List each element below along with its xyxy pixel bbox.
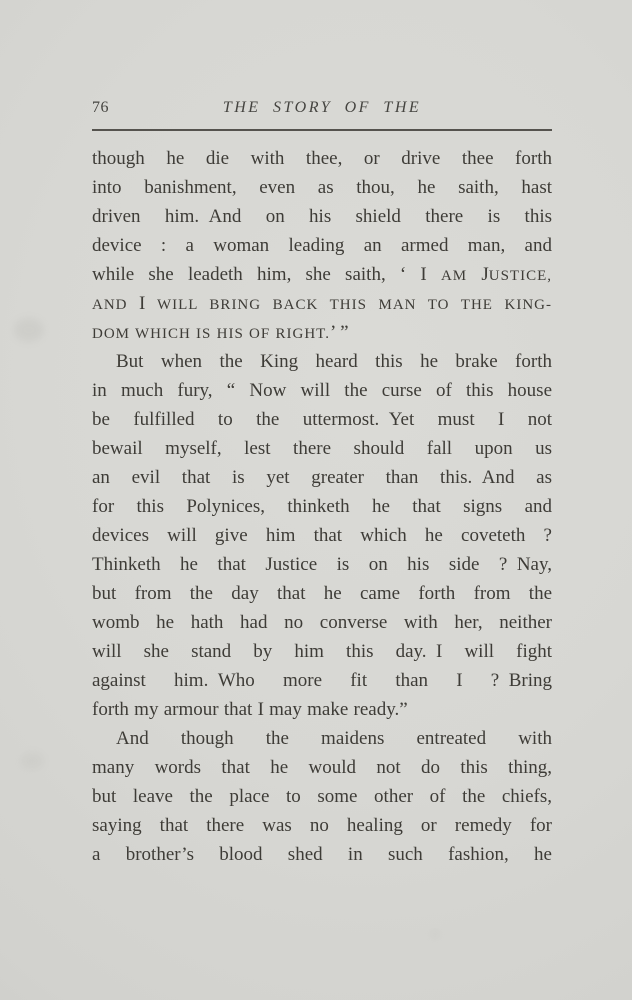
text-line	[92, 405, 552, 434]
text-line	[92, 347, 552, 376]
text-line	[92, 840, 552, 869]
text-segment: though he die with thee, or drive thee forth	[92, 147, 552, 169]
text-line	[92, 434, 552, 463]
text-segment: for this Polynices, thinketh he that signs and	[92, 495, 552, 517]
scan-smudge	[20, 752, 44, 770]
text-segment: a brother’s blood shed in such fashion, he	[92, 843, 552, 865]
text-line	[92, 318, 552, 347]
text-segment: saying that there was no healing or remedy for	[92, 814, 552, 836]
text-line	[92, 637, 552, 666]
text-segment: in much fury, “ Now will the curse of this house	[92, 379, 552, 401]
text-line	[92, 608, 552, 637]
scan-smudge	[430, 930, 440, 938]
text-segment: But when the King heard this he brake forth	[116, 350, 552, 372]
text-segment: J	[481, 263, 489, 285]
text-segment: but from the day that he came forth from the	[92, 582, 552, 604]
text-line	[92, 666, 552, 695]
text-line	[92, 579, 552, 608]
paragraph	[92, 347, 552, 724]
text-segment: into banishment, even as thou, he saith, hast	[92, 176, 552, 198]
page-number: 76	[92, 99, 109, 116]
small-caps-text: DOM WHICH IS HIS OF RIGHT.	[92, 325, 330, 342]
text-line	[92, 144, 552, 173]
text-line	[92, 782, 552, 811]
text-segment: ’ ”	[329, 321, 349, 343]
text-segment: Thinketh he that Justice is on his side ? Nay,	[92, 553, 552, 575]
header-rule	[92, 129, 552, 131]
text-segment: I	[127, 292, 157, 314]
small-caps-text: AND	[92, 296, 128, 313]
body-text	[92, 144, 552, 869]
paragraph	[92, 724, 552, 869]
text-column	[92, 0, 552, 869]
small-caps-text: USTICE,	[488, 267, 552, 284]
text-segment: while she leadeth him, she saith, ‘ I	[92, 263, 441, 285]
text-line	[92, 521, 552, 550]
text-line	[92, 753, 552, 782]
text-line	[92, 695, 552, 724]
text-segment: forth my armour that I may make ready.”	[92, 698, 408, 720]
text-segment: an evil that is yet greater than this. And as	[92, 466, 552, 488]
running-head: THE STORY OF THE	[222, 99, 422, 116]
text-line	[92, 376, 552, 405]
text-segment: device : a woman leading an armed man, and	[92, 234, 552, 256]
text-line	[92, 231, 552, 260]
text-segment: many words that he would not do this thing,	[92, 756, 552, 778]
page-header	[92, 0, 552, 117]
text-line	[92, 202, 552, 231]
text-segment: bewail myself, lest there should fall upon us	[92, 437, 552, 459]
text-line	[92, 289, 552, 318]
text-line	[92, 463, 552, 492]
text-segment: will she stand by him this day. I will fight	[92, 640, 552, 662]
text-segment: womb he hath had no converse with her, neither	[92, 611, 552, 633]
text-segment: devices will give him that which he coveteth ?	[92, 524, 552, 546]
text-line	[92, 724, 552, 753]
text-line	[92, 260, 552, 289]
text-segment: be fulfilled to the uttermost. Yet must I not	[92, 408, 552, 430]
text-segment: driven him. And on his shield there is this	[92, 205, 552, 227]
text-line	[92, 492, 552, 521]
text-line	[92, 173, 552, 202]
text-segment: And though the maidens entreated with	[116, 727, 552, 749]
text-segment: against him. Who more fit than I ? Bring	[92, 669, 552, 691]
text-segment: but leave the place to some other of the chiefs,	[92, 785, 552, 807]
small-caps-text: AM	[440, 267, 482, 284]
small-caps-text: WILL BRING BACK THIS MAN TO THE KING-	[156, 296, 552, 313]
text-line	[92, 550, 552, 579]
text-line	[92, 811, 552, 840]
paragraph	[92, 144, 552, 347]
scan-smudge	[14, 318, 44, 342]
